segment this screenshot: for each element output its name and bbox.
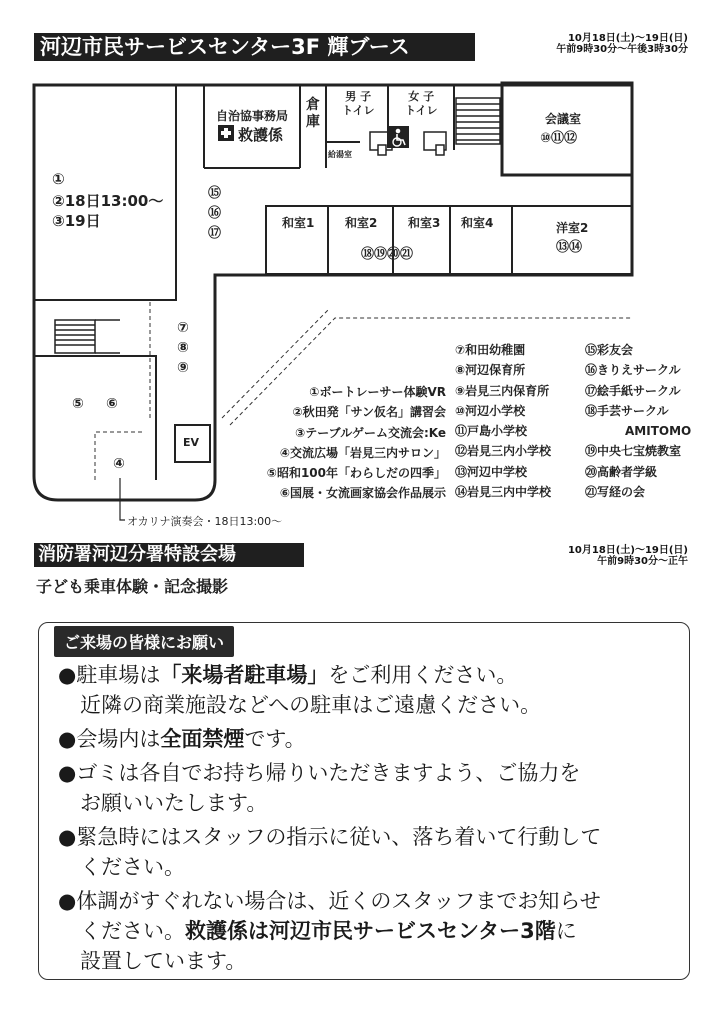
hall-line3: ③19日	[52, 212, 101, 230]
notice-emphasis: 「来場者駐車場」	[160, 663, 329, 687]
notice-line: ください。	[80, 855, 185, 879]
elevator-label: EV	[183, 436, 200, 449]
legend-item: ⑲中央七宝焼教室	[585, 444, 682, 459]
notice-text: に	[555, 919, 577, 943]
notice-text: です。	[244, 727, 306, 751]
stairs-left	[55, 320, 120, 353]
legend-item: ⑦和田幼稚園	[455, 343, 526, 357]
legend-item: ⑱手芸サークル	[585, 403, 669, 418]
legend-item: ⑥国展・女流画家協会作品展示	[279, 486, 446, 501]
first-aid-label: 救護係	[238, 126, 284, 144]
notice-line-emergency: ●緊急時にはスタッフの指示に従い、落ち着いて行動して	[58, 825, 602, 849]
washitsu1-label: 和室1	[282, 216, 315, 230]
legend-item: ⑪戸島小学校	[455, 424, 528, 439]
legend-item: ②秋田発「サン仮名」講習会	[292, 405, 446, 420]
lobby-num-7: ⑦	[177, 320, 189, 336]
meeting-room-label: 会議室	[545, 112, 582, 126]
legend-item: ⑰絵手紙サークル	[585, 383, 681, 398]
legend-middle	[455, 340, 551, 502]
legend-item: ⑳高齢者学級	[585, 464, 658, 479]
corridor-num-16: ⑯	[208, 206, 222, 221]
plaza-num-5: ⑤	[72, 396, 84, 412]
washitsu2-label: 和室2	[345, 216, 378, 230]
notice-line: お願いいたします。	[80, 791, 268, 815]
corridor-num-17: ⑰	[208, 226, 222, 241]
fire-station-date-days: 10月18日(土)〜19日(日)	[567, 545, 688, 556]
legend-item: ⑬河辺中学校	[455, 464, 528, 479]
kitchen-label: 給湯室	[328, 150, 352, 159]
washitsu3-label: 和室3	[408, 216, 441, 230]
legend-right	[585, 340, 691, 502]
legend-item: ③テーブルゲーム交流会:Ke	[295, 425, 446, 440]
header-date-hours: 午前9時30分〜午後3時30分	[556, 44, 688, 55]
storage-label: 倉庫	[306, 97, 320, 130]
notice-line-health: ●体調がすぐれない場合は、近くのスタッフまでお知らせ	[58, 889, 601, 913]
notice-emphasis: 救護係は河辺市民サービスセンター3階	[185, 919, 556, 943]
womens-toilet-label: 女 子 トイレ	[405, 90, 438, 117]
legend-item: ⑨岩見三内保育所	[455, 383, 550, 398]
washitsu-numbers: ⑱⑲⑳㉑	[361, 247, 414, 262]
youshitsu2-numbers: ⑬⑭	[556, 240, 583, 255]
legend-item: ⑫岩見三内小学校	[455, 444, 552, 459]
fire-station-date-hours: 午前9時30分〜正午	[597, 556, 688, 567]
notice-line	[80, 916, 577, 946]
fire-station-subtitle: 子ども乗車体験・記念撮影	[36, 577, 229, 596]
legend-item: ㉑写経の会	[585, 485, 646, 500]
notice-text: ください。	[80, 919, 185, 943]
legend-item: ⑭岩見三内中学校	[455, 485, 552, 500]
hall-line1: ①	[52, 170, 65, 188]
washitsu4-label: 和室4	[461, 216, 494, 230]
ocarina-label: オカリナ演奏会・18日13:00〜	[127, 515, 283, 528]
legend-item: ⑤昭和100年「わらしだの四季」	[266, 466, 446, 481]
notice-line: 設置しています。	[80, 949, 247, 973]
mens-toilet-label: 男 子 トイレ	[342, 90, 375, 117]
legend-item: ⑮彩友会	[585, 343, 634, 357]
notice-text: をご利用ください。	[328, 663, 518, 687]
fire-station-date	[520, 545, 688, 567]
lobby-num-8: ⑧	[177, 340, 189, 356]
hall-line2: ②18日13:00〜	[52, 192, 164, 210]
stairs-right	[456, 98, 500, 144]
lobby-num-9: ⑨	[177, 360, 189, 376]
legend-item: ①ボートレーサー体験VR	[309, 385, 446, 399]
office-label: 自治協事務局	[216, 109, 289, 123]
legend-item: ⑯きりえサークル	[585, 363, 681, 378]
notice-text: ●会場内は	[58, 727, 161, 751]
corridor-num-15: ⑮	[208, 186, 222, 201]
youshitsu2-label: 洋室2	[556, 221, 589, 235]
notice-line-smoking	[58, 724, 306, 754]
legend-item: ⑩河辺小学校	[455, 403, 526, 418]
fire-station-title: 消防署河辺分署特設会場	[34, 543, 304, 567]
plaza-num-4: ④	[113, 456, 125, 472]
wheelchair-icon	[387, 126, 409, 148]
first-aid-cross-icon	[218, 125, 234, 141]
notice-line-garbage: ●ゴミは各自でお持ち帰りいただきますよう、ご協力を	[58, 761, 581, 785]
plaza-wall	[34, 356, 156, 480]
notice-line-parking	[58, 660, 517, 690]
legend-item: ④交流広場「岩見三内サロン」	[279, 445, 446, 460]
notice-emphasis: 全面禁煙	[160, 727, 245, 751]
header-date-days: 10月18日(土)〜19日(日)	[567, 33, 688, 44]
meeting-room-numbers: ⑩⑪⑫	[540, 131, 578, 146]
notice-text: ●駐車場は	[58, 663, 161, 687]
legend-left	[246, 382, 446, 504]
legend-item: AMITOMO	[625, 424, 692, 439]
page-title: 河辺市民サービスセンター3F 輝ブース	[34, 33, 475, 61]
notice-title: ご来場の皆様にお願い	[54, 626, 234, 657]
legend-item: ⑧河辺保育所	[455, 363, 526, 378]
plaza-num-6: ⑥	[106, 396, 118, 412]
notice-line: 近隣の商業施設などへの駐車はご遠慮ください。	[80, 693, 542, 717]
